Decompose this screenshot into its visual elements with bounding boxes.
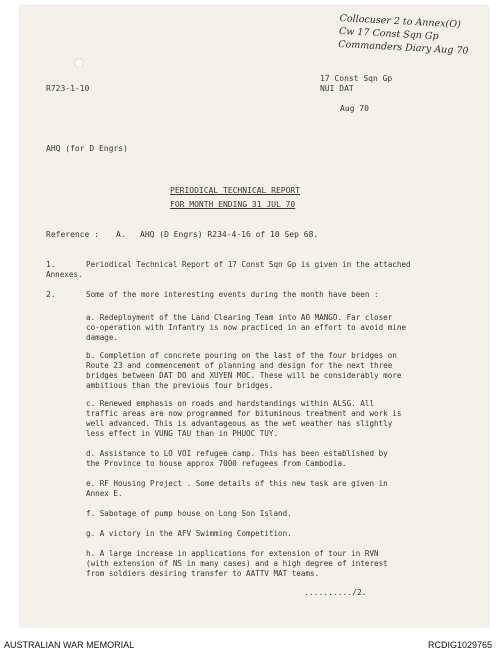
document-page bbox=[20, 6, 488, 628]
list-item-line: h. A large increase in applications for extension of tour in RVN bbox=[86, 549, 379, 558]
reference-item: A. bbox=[116, 230, 126, 239]
file-reference: R723-1-10 bbox=[46, 84, 90, 93]
list-item-line: from soldiers desiring transfer to AATTV MAT teams. bbox=[86, 569, 320, 578]
para-2-intro: Some of the more interesting events during the month have been : bbox=[86, 290, 379, 299]
footer-bar bbox=[0, 628, 496, 654]
list-item-line: well advanced. This is advantageous as the wet weather has slightly bbox=[86, 419, 393, 428]
footer-record-id: RCDIG1029765 bbox=[427, 640, 492, 650]
handwritten-line-3: Commanders Diary Aug 70 bbox=[338, 38, 469, 57]
report-title: PERIODICAL TECHNICAL REPORT bbox=[170, 186, 301, 195]
reference-text: AHQ (D Engrs) R234-4-16 of 10 Sep 68. bbox=[140, 230, 319, 239]
handwritten-line-2: Cw 17 Const Sqn Gp bbox=[338, 25, 439, 43]
punch-hole bbox=[74, 58, 84, 68]
list-item-line: bridges between DAT DO and XUYEN MOC. These will be considerably more bbox=[86, 371, 402, 380]
list-item-line: Route 23 and commencement of planning and design for the next three bbox=[86, 361, 393, 370]
report-subtitle: FOR MONTH ENDING 31 JUL 70 bbox=[170, 200, 296, 209]
para-1-number: 1. bbox=[46, 260, 56, 269]
list-item-line: less effect in VUNG TAU than in PHUOC TUY. bbox=[86, 429, 279, 438]
list-item-line: the Province to house approx 7000 refugees from Cambodia. bbox=[86, 459, 347, 468]
unit-location: NUI DAT bbox=[320, 84, 354, 93]
para-2-number: 2. bbox=[46, 290, 56, 299]
continuation-marker: ........../2. bbox=[304, 588, 367, 597]
list-item-line: ambitious than the previous four bridges. bbox=[86, 381, 274, 390]
list-item-line: d. Assistance to LO VOI refugee camp. This has been established by bbox=[86, 449, 388, 458]
document-date: Aug 70 bbox=[340, 104, 369, 113]
para-1-line: Annexes. bbox=[46, 270, 83, 279]
list-item-line: c. Renewed emphasis on roads and hardstandings within ALSG. All bbox=[86, 399, 375, 408]
handwritten-line-1: Collocuser 2 to Annex(O) bbox=[339, 12, 461, 31]
list-item-line: a. Redeployment of the Land Clearing Team into AO MANGO. Far closer bbox=[86, 313, 393, 322]
list-item-line: b. Completion of concrete pouring on the last of the four bridges on bbox=[86, 351, 397, 360]
list-item-line: f. Sabotage of pump house on Long Son Island. bbox=[86, 509, 292, 518]
para-1-line: Periodical Technical Report of 17 Const Sqn Gp is given in the attached bbox=[86, 260, 411, 269]
footer-source: AUSTRALIAN WAR MEMORIAL bbox=[4, 640, 135, 650]
list-item-line: Annex E. bbox=[86, 489, 123, 498]
list-item-line: g. A victory in the AFV Swimming Competition. bbox=[86, 529, 292, 538]
list-item-line: damage. bbox=[86, 333, 119, 342]
unit-name: 17 Const Sqn Gp bbox=[320, 74, 393, 83]
reference-label: Reference : bbox=[46, 230, 99, 239]
list-item-line: co-operation with Infantry is now practiced in an effort to avoid mine bbox=[86, 323, 407, 332]
handwritten-note bbox=[338, 12, 470, 58]
addressee: AHQ (for D Engrs) bbox=[46, 144, 128, 153]
list-item-line: e. RF Housing Project . Some details of this new task are given in bbox=[86, 479, 388, 488]
list-item-line: (with extension of NS in many cases) and a high degree of interest bbox=[86, 559, 388, 568]
list-item-line: traffic areas are now programmed for bituminous treatment and work is bbox=[86, 409, 402, 418]
